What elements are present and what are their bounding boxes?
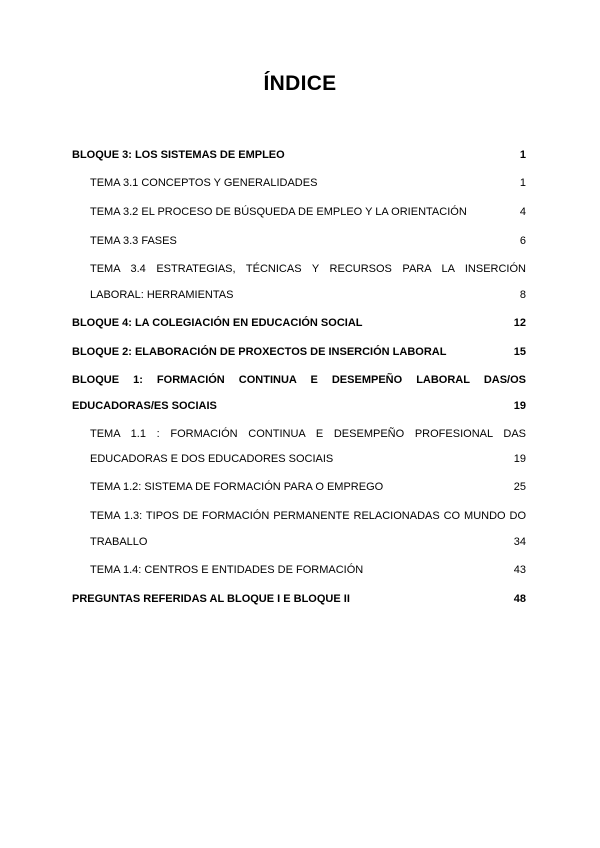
toc-page-number: 43 xyxy=(513,564,526,576)
toc-entry-text: TEMA 1.4: CENTROS E ENTIDADES DE FORMACIÓN xyxy=(90,564,364,576)
toc-entry-text-cont: TRABALLO xyxy=(90,536,148,548)
toc-entry-text: TEMA 3.2 EL PROCESO DE BÚSQUEDA DE EMPLEO Y LA ORIENTACIÓN xyxy=(90,206,467,218)
toc-page-number: 34 xyxy=(513,536,526,548)
toc-entry-text: TEMA 1.1 : FORMACIÓN CONTINUA E DESEMPEÑO PROFESIONAL DAS xyxy=(90,428,526,440)
toc-page-number: 6 xyxy=(519,235,526,247)
toc-page-number: 12 xyxy=(513,317,526,329)
toc-entry-text: BLOQUE 4: LA COLEGIACIÓN EN EDUCACIÓN SOCIAL xyxy=(72,317,363,329)
toc-page-number: 4 xyxy=(519,206,526,218)
toc-page-number: 19 xyxy=(513,400,526,412)
toc-entry-text: TEMA 1.2: SISTEMA DE FORMACIÓN PARA O EMPREGO xyxy=(90,481,384,493)
toc-entry-text-cont: EDUCADORAS E DOS EDUCADORES SOCIAIS xyxy=(90,453,334,465)
toc-entry-text: PREGUNTAS REFERIDAS AL BLOQUE I E BLOQUE II xyxy=(72,593,350,605)
toc-page-number: 1 xyxy=(519,149,526,161)
toc-entry-text: TEMA 3.3 FASES xyxy=(90,235,177,247)
toc-entry-text: BLOQUE 2: ELABORACIÓN DE PROXECTOS DE INSERCIÓN LABORAL xyxy=(72,346,447,358)
toc-entry-text: TEMA 1.3: TIPOS DE FORMACIÓN PERMANENTE RELACIONADAS CO MUNDO DO xyxy=(90,510,526,522)
index-title: ÍNDICE xyxy=(263,72,337,95)
toc-entry-text: BLOQUE 1: FORMACIÓN CONTINUA E DESEMPEÑO LABORAL DAS/OS xyxy=(72,374,526,386)
toc-page-number: 1 xyxy=(519,177,526,189)
toc-entry-text: BLOQUE 3: LOS SISTEMAS DE EMPLEO xyxy=(72,149,285,161)
toc-page-number: 25 xyxy=(513,481,526,493)
toc-entry-text-cont: LABORAL: HERRAMIENTAS xyxy=(90,289,234,301)
toc-page-number: 8 xyxy=(519,289,526,301)
toc-page-number: 15 xyxy=(513,346,526,358)
toc-entry-text: TEMA 3.4 ESTRATEGIAS, TÉCNICAS Y RECURSOS PARA LA INSERCIÓN xyxy=(90,263,526,275)
toc-page-number: 48 xyxy=(513,593,526,605)
toc-entry-text: TEMA 3.1 CONCEPTOS Y GENERALIDADES xyxy=(90,177,318,189)
toc-page-number: 19 xyxy=(513,453,526,465)
toc-entry-text-cont: EDUCADORAS/ES SOCIAIS xyxy=(72,400,217,412)
